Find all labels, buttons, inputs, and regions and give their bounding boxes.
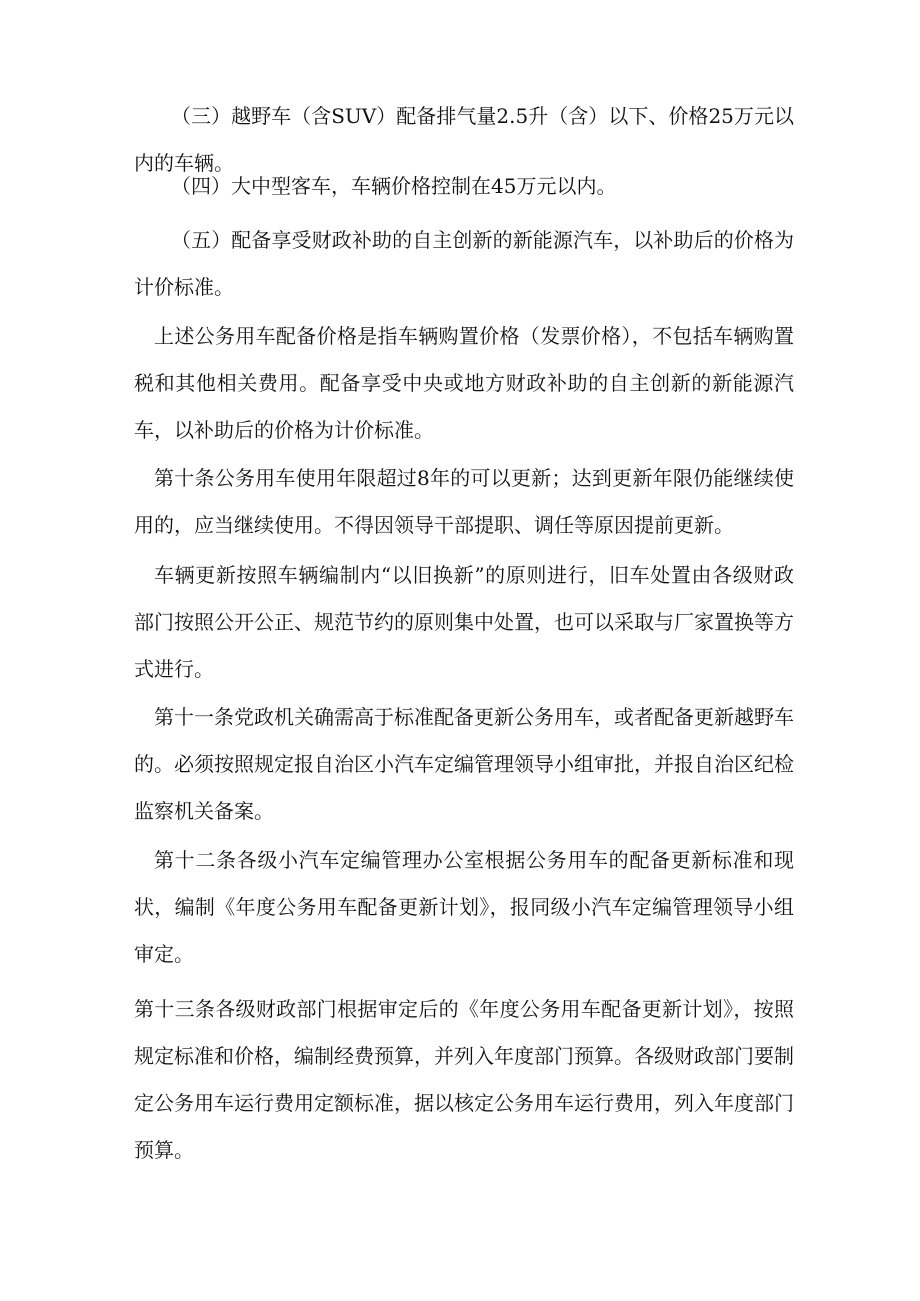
paragraph-passenger-bus: （四）大中型客车，车辆价格控制在45万元以内。 bbox=[171, 174, 617, 198]
paragraph-vehicle-replacement: 车辆更新按照车辆编制内“以旧换新”的原则进行，旧车处置由各级财政部门按照公开公正、规范节约的原则集中处置，也可以采取与厂家置换等方式进行。 bbox=[134, 563, 794, 681]
paragraph-new-energy-vehicle: （五）配备享受财政补助的自主创新的新能源汽车，以补助后的价格为计价标准。 bbox=[134, 228, 794, 299]
paragraph-article-12: 第十二条各级小汽车定编管理办公室根据公务用车的配备更新标准和现状，编制《年度公务用车配备更新计划》，报同级小汽车定编管理领导小组审定。 bbox=[134, 848, 794, 966]
paragraph-price-definition: 上述公务用车配备价格是指车辆购置价格（发票价格），不包括车辆购置税和其他相关费用。配备享受中央或地方财政补助的自主创新的新能源汽车，以补助后的价格为计价标准。 bbox=[134, 324, 794, 442]
paragraph-article-10: 第十条公务用车使用年限超过8年的可以更新；达到更新年限仍能继续使用的，应当继续使用。不得因领导干部提职、调任等原因提前更新。 bbox=[134, 466, 794, 537]
paragraph-article-11: 第十一条党政机关确需高于标准配备更新公务用车，或者配备更新越野车的。必须按照规定报自治区小汽车定编管理领导小组审批，并报自治区纪检监察机关备案。 bbox=[134, 705, 794, 823]
paragraph-article-13: 第十三条各级财政部门根据审定后的《年度公务用车配备更新计划》，按照规定标准和价格，编制经费预算，并列入年度部门预算。各级财政部门要制定公务用车运行费用定额标准，据以核定公务用车运行费用，列入年度部门预算。 bbox=[134, 997, 794, 1162]
paragraph-offroad-vehicle: （三）越野车（含SUV）配备排气量2.5升（含）以下、价格25万元以内的车辆。 bbox=[134, 104, 794, 175]
